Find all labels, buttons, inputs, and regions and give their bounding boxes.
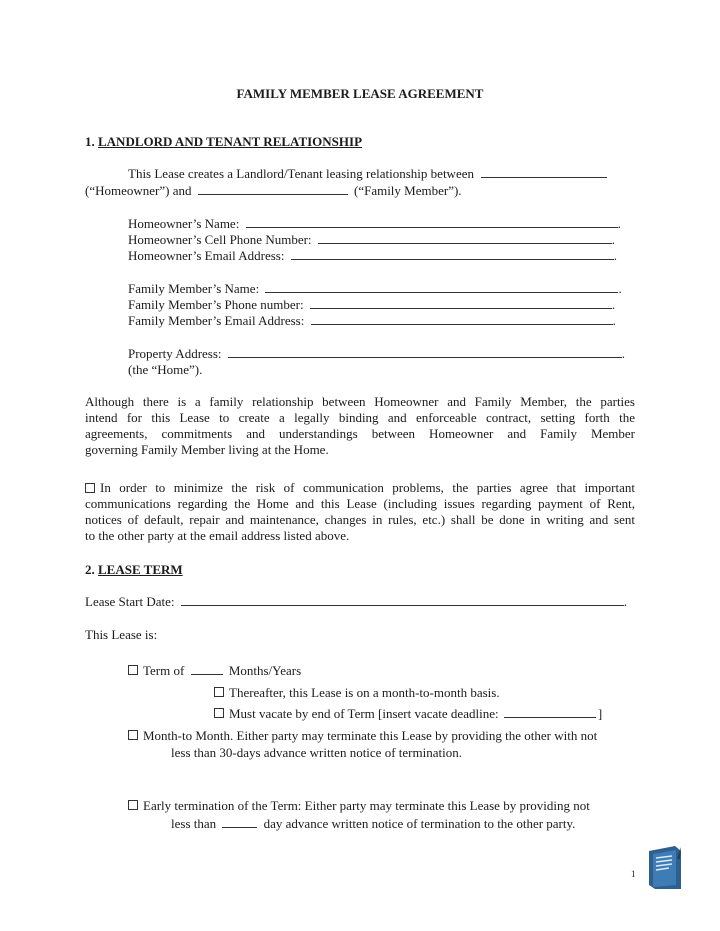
paragraph-2-line: notices of default, repair and maintenance, changes in rules, etc.) shall be done in writing and sent — [85, 512, 635, 527]
document-logo-icon — [647, 845, 683, 891]
homeowner-name-row: Homeowner’s Name: . — [128, 216, 621, 231]
lease-start-label: Lease Start Date: — [85, 594, 175, 609]
homeowner-phone-label: Homeowner’s Cell Phone Number: — [128, 232, 312, 247]
paragraph-2-first-line — [85, 480, 635, 496]
early-termination-line-2 — [171, 816, 575, 832]
section-2-title: LEASE TERM — [98, 562, 183, 577]
homeowner-phone-row: Homeowner’s Cell Phone Number: . — [128, 232, 616, 247]
month-to-month-label: Month-to Month. Either party may terminate this Lease by providing the other with not — [143, 728, 598, 743]
member-email-label: Family Member’s Email Address: — [128, 313, 305, 328]
term-of-checkbox[interactable] — [128, 665, 138, 675]
must-vacate-bracket: ] — [597, 706, 603, 721]
communication-checkbox[interactable] — [85, 483, 95, 493]
homeowner-phone-field[interactable] — [318, 232, 612, 244]
paragraph-1-line: Although there is a family relationship between Homeowner and Family Member, the parties — [85, 394, 635, 409]
homeowner-name-label: Homeowner’s Name: — [128, 216, 240, 231]
thereafter-checkbox[interactable] — [214, 687, 224, 697]
member-phone-label: Family Member’s Phone number: — [128, 297, 304, 312]
paragraph-2-line: communications regarding the Home and this Lease (including issues regarding payment of Rent, — [85, 496, 635, 511]
page-number: 1 — [631, 869, 636, 879]
family-member-label: (“Family Member”). — [353, 183, 462, 198]
vacate-deadline-field[interactable] — [504, 706, 596, 718]
intro-line-2 — [85, 183, 462, 199]
home-note: (the “Home”). — [128, 362, 203, 377]
term-length-field[interactable] — [191, 663, 223, 675]
month-to-month-checkbox[interactable] — [128, 730, 138, 740]
homeowner-email-field[interactable] — [291, 248, 614, 260]
early-termination-checkbox[interactable] — [128, 800, 138, 810]
section-1-heading — [85, 134, 362, 150]
month-to-month-line-2: less than 30-days advance written notice of termination. — [171, 745, 462, 760]
lease-start-row: Lease Start Date: . — [85, 594, 628, 609]
intro-text: This Lease creates a Landlord/Tenant leasing relationship between — [128, 166, 474, 181]
notice-text: day advance written notice of termination to the other party. — [263, 816, 576, 831]
document-title: FAMILY MEMBER LEASE AGREEMENT — [236, 86, 484, 101]
paragraph-1-line: intend for this Lease to create a legally binding and enforceable contract, setting forth the — [85, 410, 635, 425]
must-vacate-label: Must vacate by end of Term [insert vacate deadline: — [229, 706, 499, 721]
member-phone-row: Family Member’s Phone number: . — [128, 297, 616, 312]
property-address-label: Property Address: — [128, 346, 222, 361]
homeowner-label: (“Homeowner”) and — [85, 183, 192, 198]
homeowner-name-field[interactable] — [246, 216, 618, 228]
lease-start-field[interactable] — [181, 594, 624, 606]
paragraph-2-line: to the other party at the email address listed above. — [85, 528, 350, 543]
term-of-row — [128, 663, 301, 679]
early-termination-label: Early termination of the Term: Either party may terminate this Lease by providing not — [143, 798, 590, 813]
homeowner-email-row: Homeowner’s Email Address: . — [128, 248, 617, 263]
term-unit-label: Months/Years — [228, 663, 302, 678]
property-address-row: Property Address: . — [128, 346, 626, 361]
property-address-field[interactable] — [228, 346, 622, 358]
homeowner-email-label: Homeowner’s Email Address: — [128, 248, 285, 263]
term-of-label: Term of — [143, 663, 185, 678]
family-member-blank[interactable] — [198, 183, 348, 195]
early-termination-row — [128, 798, 590, 814]
member-email-field[interactable] — [311, 313, 613, 325]
thereafter-label: Thereafter, this Lease is on a month-to-month basis. — [229, 685, 500, 700]
homeowner-blank[interactable] — [481, 166, 607, 178]
member-phone-field[interactable] — [310, 297, 612, 309]
paragraph-2-line: In order to minimize the risk of communication problems, the parties agree that important — [100, 480, 635, 495]
paragraph-1-line: agreements, commitments and understandings between Homeowner and Family Member — [85, 426, 635, 441]
notice-days-field[interactable] — [222, 816, 257, 828]
section-1-number: 1. — [85, 134, 95, 149]
thereafter-row — [214, 685, 500, 701]
less-than-label: less than — [171, 816, 217, 831]
section-2-heading — [85, 562, 183, 578]
must-vacate-row — [214, 706, 602, 722]
intro-line-1 — [128, 166, 607, 182]
section-2-number: 2. — [85, 562, 95, 577]
member-name-field[interactable] — [265, 281, 618, 293]
must-vacate-checkbox[interactable] — [214, 708, 224, 718]
month-to-month-row — [128, 728, 597, 744]
lease-is-label: This Lease is: — [85, 627, 158, 642]
member-name-label: Family Member’s Name: — [128, 281, 260, 296]
member-email-row: Family Member’s Email Address: . — [128, 313, 616, 328]
member-name-row: Family Member’s Name: . — [128, 281, 622, 296]
section-1-title: LANDLORD AND TENANT RELATIONSHIP — [98, 134, 363, 149]
paragraph-1-line: governing Family Member living at the Home. — [85, 442, 329, 457]
